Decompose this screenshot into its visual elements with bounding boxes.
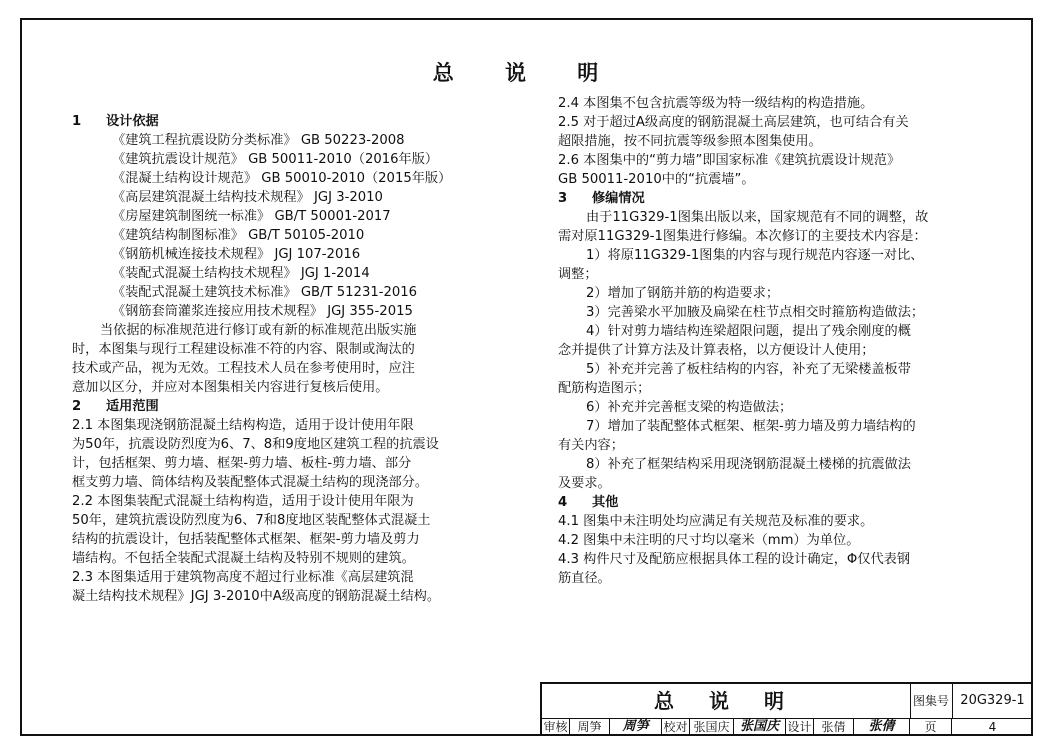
section-heading bbox=[558, 493, 1018, 512]
text-line: 结构的抗震设计，包括装配整体式框架、框架-剪力墙及剪力 bbox=[72, 532, 420, 547]
text-line: 2.1 本图集现浇钢筋混凝土结构构造，适用于设计使用年限 bbox=[72, 418, 414, 433]
check-name: 张国庆 bbox=[690, 718, 734, 736]
paragraph-line: 8）补充了框架结构采用现浇钢筋混凝土楼梯的抗震做法 bbox=[586, 457, 911, 472]
page-label: 页 bbox=[910, 718, 952, 736]
text-line: 2.2 本图集装配式混凝土结构构造，适用于设计使用年限为 bbox=[72, 494, 414, 509]
section-heading bbox=[558, 189, 1018, 208]
text-line: 有关内容； bbox=[558, 438, 624, 453]
title-block-title: 总 说 明 bbox=[542, 684, 911, 718]
text-line: 框支剪力墙、筒体结构及装配整体式混凝土结构的现浇部分。 bbox=[72, 475, 429, 490]
review-signature: 周笋 bbox=[610, 718, 662, 736]
right-column bbox=[558, 94, 1018, 588]
text-line: 需对原11G329-1图集进行修编。本次修订的主要技术内容是： bbox=[558, 229, 927, 244]
review-name: 周笋 bbox=[570, 718, 610, 736]
text-line: 2.3 本图集适用于建筑物高度不超过行业标准《高层建筑混 bbox=[72, 570, 414, 585]
check-label: 校对 bbox=[662, 718, 690, 736]
section-title: 适用范围 bbox=[106, 399, 159, 414]
paragraph-line: 2）增加了钢筋并筋的构造要求； bbox=[586, 286, 780, 301]
reference-standard: 《房屋建筑制图统一标准》 GB/T 50001-2017 bbox=[112, 209, 391, 224]
set-number-label: 图集号 bbox=[910, 684, 953, 718]
section-title: 修编情况 bbox=[592, 191, 645, 206]
text-line: 2.4 本图集不包含抗震等级为特一级结构的构造措施。 bbox=[558, 96, 874, 111]
design-signature: 张倩 bbox=[854, 718, 910, 736]
text-line: 2.5 对于超过A级高度的钢筋混凝土高层建筑，也可结合有关 bbox=[558, 115, 909, 130]
page-number: 4 bbox=[988, 720, 997, 734]
text-line: 凝土结构技术规程》JGJ 3-2010中A级高度的钢筋混凝土结构。 bbox=[72, 589, 441, 604]
left-column bbox=[72, 112, 542, 606]
text-line: 4.3 构件尺寸及配筋应根据具体工程的设计确定，Φ仅代表钢 bbox=[558, 552, 911, 567]
text-line: 4.2 图集中未注明的尺寸均以毫米（mm）为单位。 bbox=[558, 533, 860, 548]
reference-standard: 《装配式混凝土结构技术规程》 JGJ 1-2014 bbox=[112, 266, 370, 281]
page-title: 总 说 明 bbox=[432, 61, 621, 85]
section-heading bbox=[72, 397, 542, 416]
text-line: 配筋构造图示； bbox=[558, 381, 651, 396]
text-line: 计，包括框架、剪力墙、框架-剪力墙、板柱-剪力墙、部分 bbox=[72, 456, 412, 471]
text-line: 2.6 本图集中的“剪力墙”即国家标准《建筑抗震设计规范》 bbox=[558, 153, 901, 168]
section-number: 3 bbox=[558, 191, 568, 206]
set-number-value: 20G329-1 bbox=[960, 693, 1025, 708]
text-line: 4.1 图集中未注明处均应满足有关规范及标准的要求。 bbox=[558, 514, 874, 529]
review-label: 审核 bbox=[542, 718, 570, 736]
title-block bbox=[540, 682, 1033, 736]
section-number: 4 bbox=[558, 495, 568, 510]
text-line: 技术或产品，视为无效。工程技术人员在参考使用时，应注 bbox=[72, 361, 415, 376]
reference-standard: 《钢筋套筒灌浆连接应用技术规程》 JGJ 355-2015 bbox=[112, 304, 413, 319]
check-signature: 张国庆 bbox=[734, 718, 786, 736]
design-name: 张倩 bbox=[814, 718, 854, 736]
paragraph-line: 5）补充并完善了板柱结构的内容，补充了无梁楼盖板带 bbox=[586, 362, 911, 377]
reference-standard: 《建筑工程抗震设防分类标准》 GB 50223-2008 bbox=[112, 133, 405, 148]
reference-standard: 《装配式混凝土建筑技术标准》 GB/T 51231-2016 bbox=[112, 285, 418, 300]
paragraph-line: 7）增加了装配整体式框架、框架-剪力墙及剪力墙结构的 bbox=[586, 419, 916, 434]
text-line: 时，本图集与现行工程建设标准不符的内容、限制或淘汰的 bbox=[72, 342, 415, 357]
section-title: 设计依据 bbox=[106, 114, 159, 129]
reference-standard: 《钢筋机械连接技术规程》 JGJ 107-2016 bbox=[112, 247, 361, 262]
text-line: 筋直径。 bbox=[558, 571, 611, 586]
text-line: 50年，建筑抗震设防烈度为6、7和8度地区装配整体式混凝土 bbox=[72, 513, 431, 528]
section-title: 其他 bbox=[592, 495, 619, 510]
paragraph-line: 1）将原11G329-1图集的内容与现行规范内容逐一对比、 bbox=[586, 248, 924, 263]
paragraph-line: 6）补充并完善框支梁的构造做法； bbox=[586, 400, 793, 415]
reference-standard: 《建筑抗震设计规范》 GB 50011-2010（2016年版） bbox=[112, 152, 439, 167]
reference-standard: 《高层建筑混凝土结构技术规程》 JGJ 3-2010 bbox=[112, 190, 383, 205]
reference-standard: 《建筑结构制图标准》 GB/T 50105-2010 bbox=[112, 228, 365, 243]
text-line: 及要求。 bbox=[558, 476, 611, 491]
reference-standard: 《混凝土结构设计规范》 GB 50010-2010（2015年版） bbox=[112, 171, 452, 186]
section-number: 2 bbox=[72, 399, 82, 414]
section-heading bbox=[72, 112, 542, 131]
text-line: 意加以区分，并应对本图集相关内容进行复核后使用。 bbox=[72, 380, 389, 395]
text-line: 超限措施，按不同抗震等级参照本图集使用。 bbox=[558, 134, 822, 149]
text-line: 为50年，抗震设防烈度为6、7、8和9度地区建筑工程的抗震设 bbox=[72, 437, 439, 452]
text-line: 念并提供了计算方法及计算表格，以方便设计人使用； bbox=[558, 343, 875, 358]
paragraph-line: 4）针对剪力墙结构连梁超限问题，提出了残余刚度的概 bbox=[586, 324, 911, 339]
paragraph-line: 3）完善梁水平加腋及扁梁在柱节点相交时箍筋构造做法； bbox=[586, 305, 925, 320]
text-line: GB 50011-2010中的“抗震墙”。 bbox=[558, 172, 755, 187]
paragraph-line: 当依据的标准规范进行修订或有新的标准规范出版实施 bbox=[100, 323, 417, 338]
paragraph-line: 由于11G329-1图集出版以来，国家规范有不同的调整，故 bbox=[586, 210, 929, 225]
text-line: 墙结构。不包括全装配式混凝土结构及特别不规则的建筑。 bbox=[72, 551, 415, 566]
section-number: 1 bbox=[72, 114, 82, 129]
text-line: 调整； bbox=[558, 267, 598, 282]
design-label: 设计 bbox=[786, 718, 814, 736]
